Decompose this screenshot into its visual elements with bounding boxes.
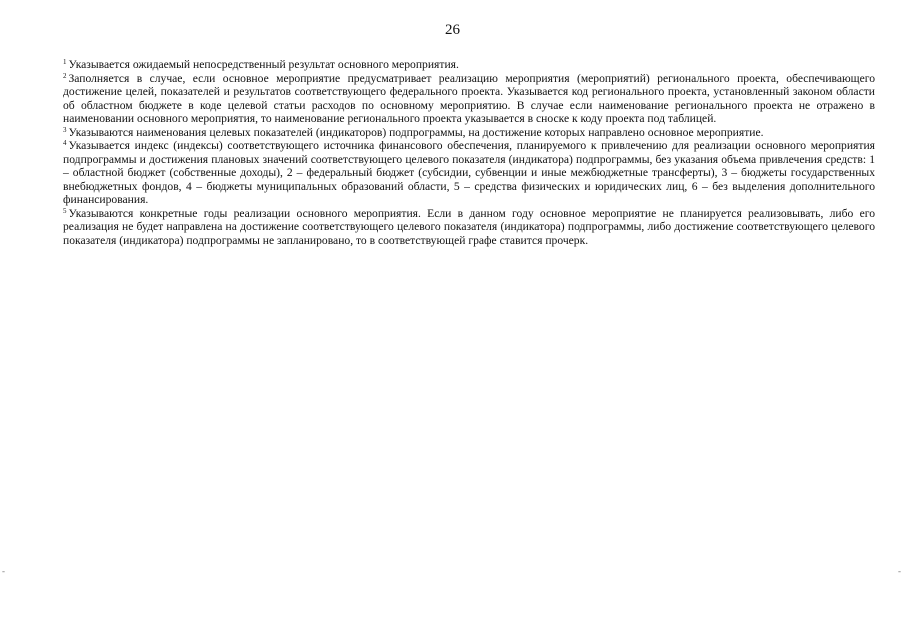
footnote-text: Указываются конкретные годы реализации основного мероприятия. Если в данном году основное мероприятие не планируется реализовывать, либо его реализация не будет направлена на достижение соответствующего целевого показателя (индикатора) подпрограммы, либо достижение соответствующего целевого показателя (индикатора) подпрограммы не запланировано, то в соответствующей графе ставится прочерк. bbox=[63, 206, 875, 247]
footnote-1 bbox=[63, 58, 875, 72]
footnote-mark: 4 bbox=[63, 139, 67, 147]
left-edge-mark: - bbox=[2, 566, 5, 576]
footnote-mark: 1 bbox=[63, 58, 67, 66]
footnote-text: Указывается индекс (индексы) соответствующего источника финансового обеспечения, планируемого к привлечению для реализации основного мероприятия подпрограммы и достижения плановых значений соответствующего целевого показателя (индикатора) подпрограммы, без указания объема привлечения средств: 1 – областной бюджет (собственные доходы), 2 – федеральный бюджет (субсидии, субвенции и иные межбюджетные трансферты), 3 – бюджеты государственных внебюджетных фондов, 4 – бюджеты муниципальных образований области, 5 – средства физических и юридических лиц, 6 – без выделения дополнительного финансирования. bbox=[63, 139, 875, 206]
footnote-2 bbox=[63, 72, 875, 126]
footnote-mark: 3 bbox=[63, 125, 67, 134]
footnote-mark: 2 bbox=[63, 71, 67, 80]
footnote-text: Указывается ожидаемый непосредственный результат основного мероприятия. bbox=[68, 58, 459, 71]
footnote-text: Указываются наименования целевых показателей (индикаторов) подпрограммы, на достижение которых направлено основное мероприятие. bbox=[68, 125, 764, 139]
footnote-mark: 5 bbox=[63, 206, 67, 215]
footnote-4 bbox=[63, 139, 875, 207]
page-number: 26 bbox=[445, 22, 460, 38]
right-edge-mark: - bbox=[898, 566, 901, 576]
footnote-text: Заполняется в случае, если основное мероприятие предусматривает реализацию мероприятия (мероприятий) регионального проекта, обеспечивающего достижение целей, показателей и результатов соответствующего федерального проекта. Указывается код регионального проекта, установленный законом области об областном бюджете в коде целевой статьи расходов по основному мероприятию. В случае если наименование регионального проекта не отражено в наименовании основного мероприятия, то наименование регионального проекта указывается в сноске к коду проекта под таблицей. bbox=[63, 71, 875, 125]
footnotes-block bbox=[63, 58, 875, 247]
footnote-3 bbox=[63, 126, 875, 140]
footnote-5 bbox=[63, 207, 875, 248]
